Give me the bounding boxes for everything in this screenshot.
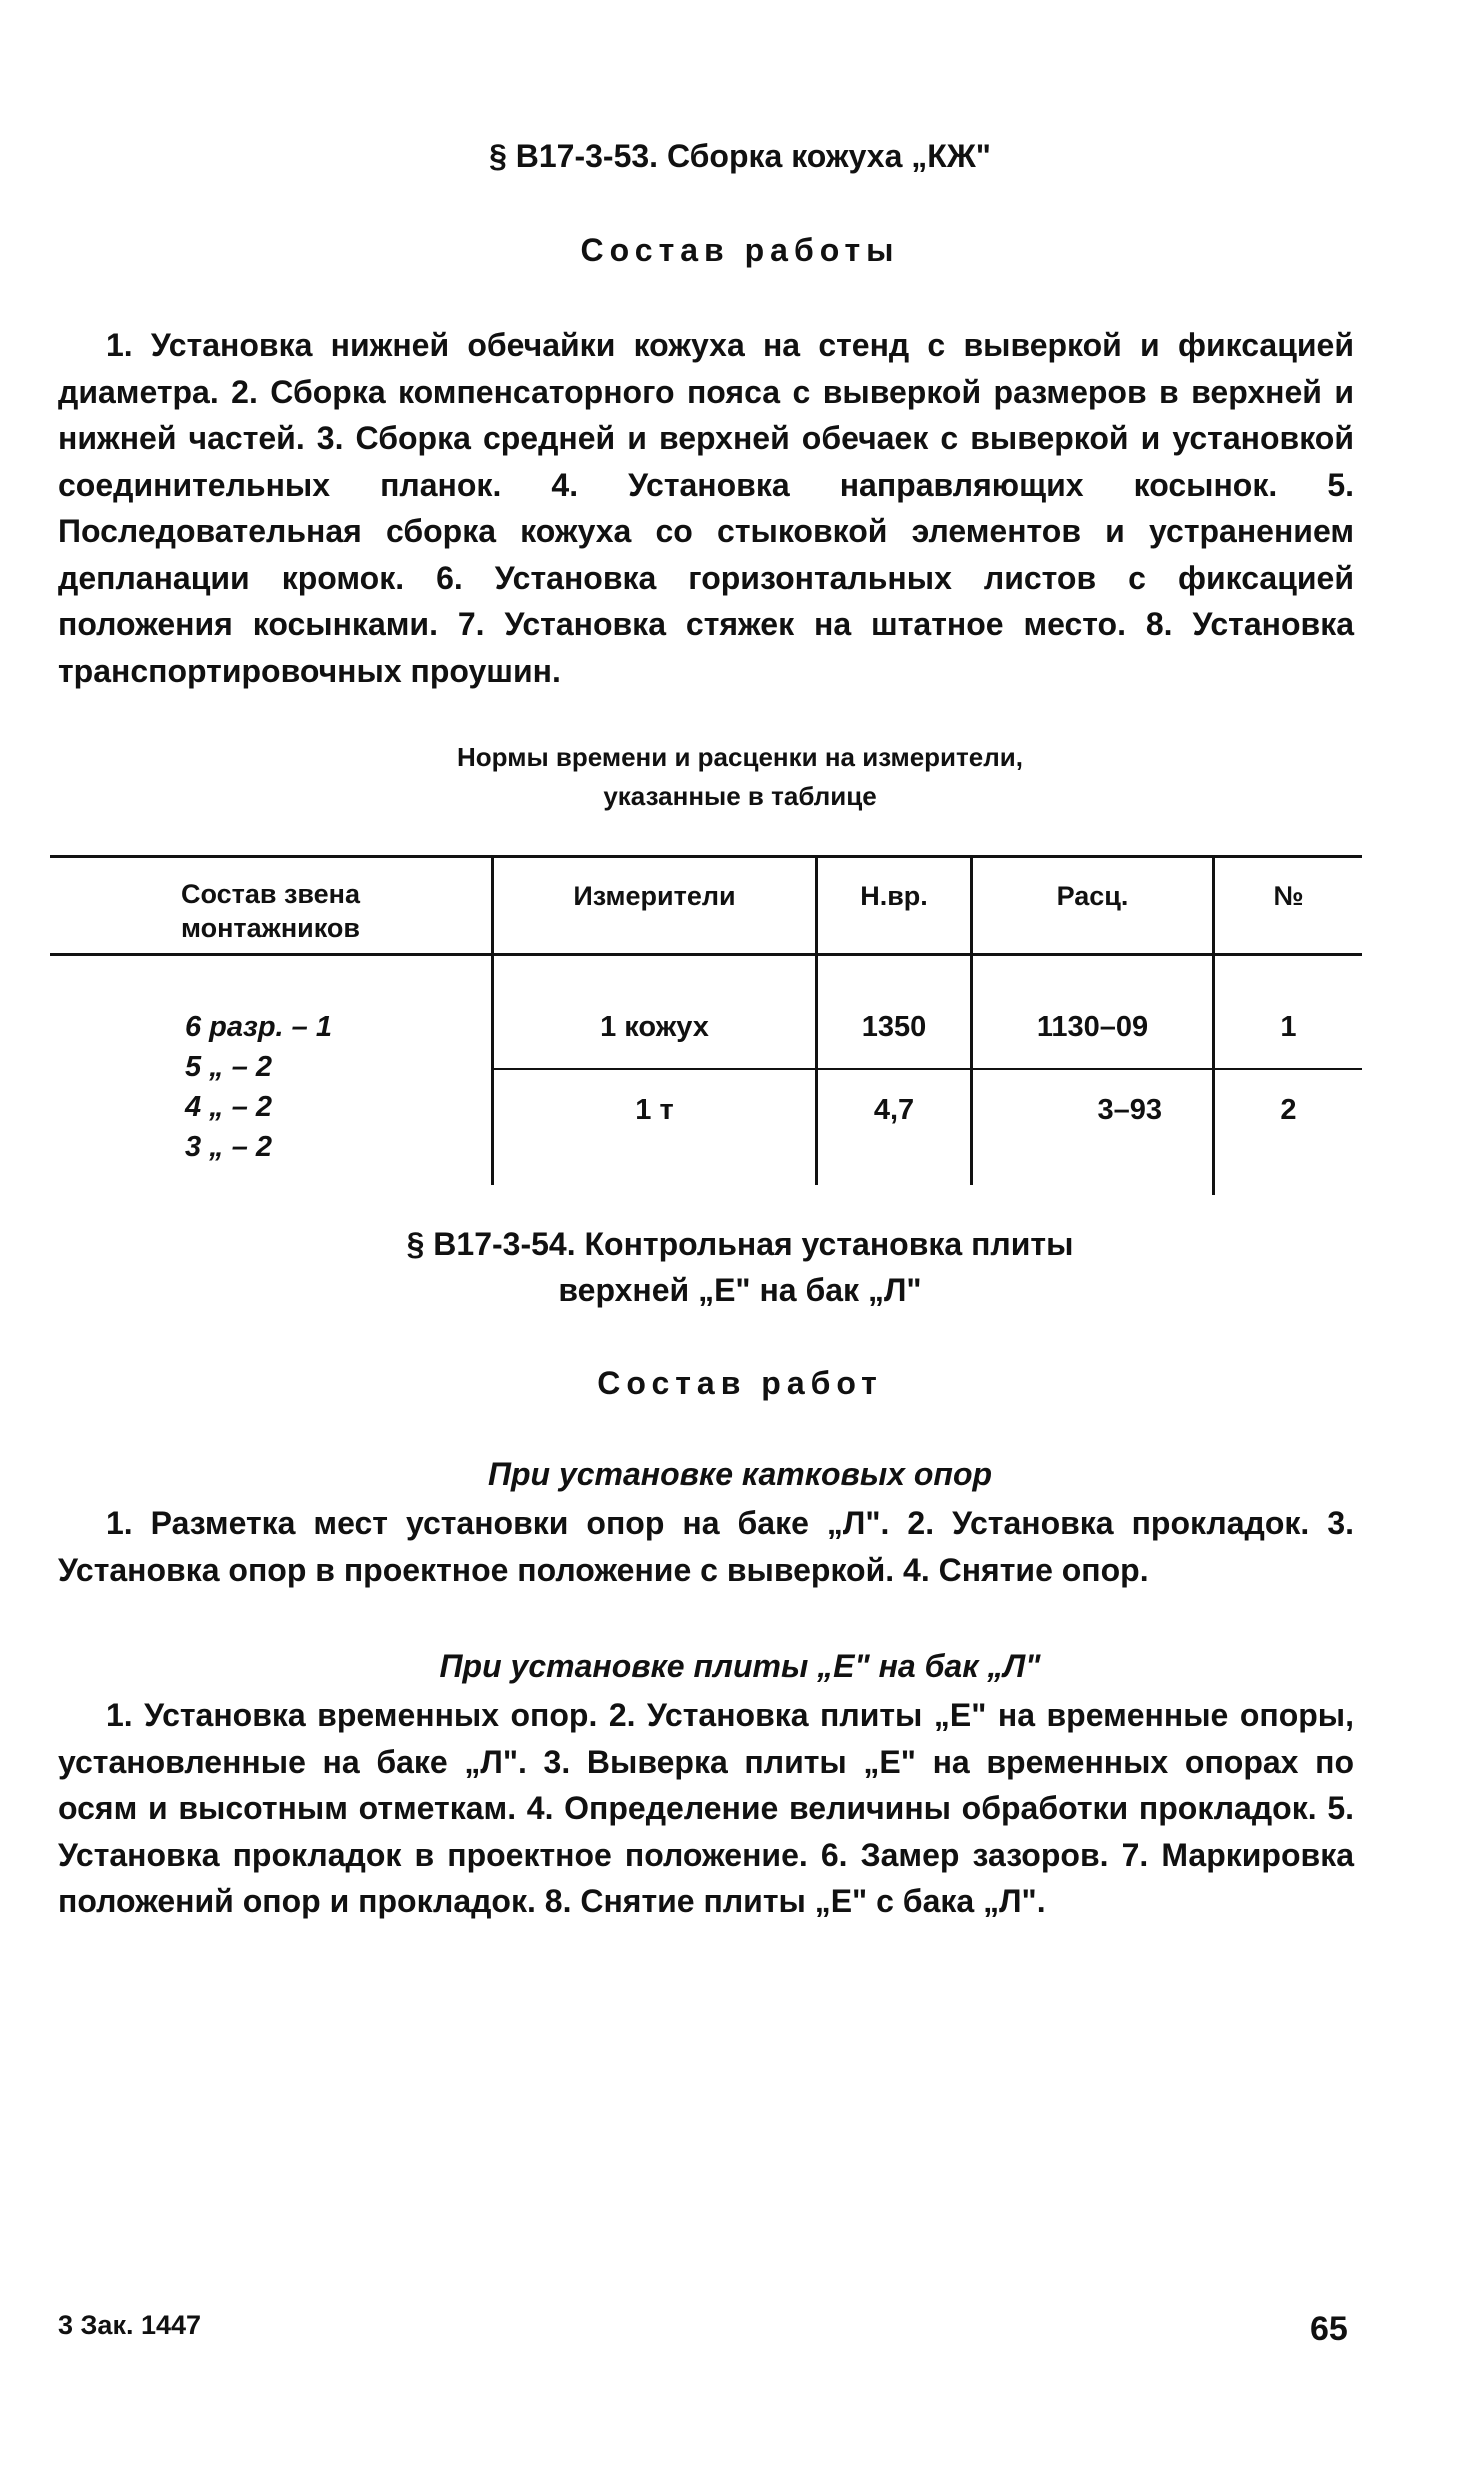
table-header-rule [50,953,1362,956]
crew-line: 6 разр. – 1 [185,1011,332,1043]
norms-table [50,855,1362,1195]
row2-rate [973,1093,1212,1127]
roller-supports-paragraph: 1. Разметка мест установки опор на баке „Л". 2. Установка прокладок. 3. Установка опор в проектное положение с выверкой. 4. Снятие опор. [58,1505,1354,1588]
crew-line: 5 „ – 2 [185,1051,273,1083]
table-caption-line2: указанные в таблице [603,781,877,811]
crew-line: 4 „ – 2 [185,1091,273,1123]
row1-rate: 1130–09 [1036,1011,1149,1043]
plate-install-paragraph: 1. Установка временных опор. 2. Установка плиты „Е" на временные опоры, установленные на баке „Л". 3. Выверка плиты „Е" на временных опорах по осям и высотным отметкам. 4. Определение величины обработки прокладок. 5. Установка прокладок в проектное положение. 6. Замер зазоров. 7. Маркировка положений опор и прокладок. 8. Снятие плиты „Е" с бака „Л". [58,1697,1354,1919]
header-crew-line1: Состав звена [181,879,360,909]
row1-no: 1 [1280,1011,1297,1043]
table-caption-line1: Нормы времени и расценки на измерители, [457,742,1023,772]
work-description-paragraph: 1. Установка нижней обечайки кожуха на стенд с выверкой и фиксацией диаметра. 2. Сборка компенсаторного пояса с выверкой размеров в верхней и нижней частей. 3. Сборка средней и верхней обечаек с выверкой и установкой соединительных планок. 4. Установка направляющих косынок. 5. Последовательная сборка кожуха со стыковкой элементов и устранением депланации кромок. 6. Установка горизонтальных листов с фиксацией положения косынками. 7. Установка стяжек на штатное место. 8. Установка транспортировочных проушин. [58,327,1354,689]
row2-unit: 1 т [635,1094,674,1126]
subheading-roller-supports: При установке катковых опор [487,1456,993,1492]
header-crew-line2: монтажников [181,913,360,943]
header-norm: Н.вр. [860,881,928,911]
section-title-b17-3-54-line1: § В17-3-54. Контрольная установка плиты [406,1226,1074,1262]
page-number: 65 [1310,2310,1348,2348]
section2-subtitle: Состав работ [597,1365,883,1401]
section-title-b17-3-54-line2: верхней „Е" на бак „Л" [558,1272,922,1308]
header-no: № [1273,881,1304,911]
crew-line: 3 „ – 2 [185,1131,273,1163]
row2-norm: 4,7 [873,1094,915,1126]
section-title-b17-3-53: § В17-3-53. Сборка кожуха „КЖ" [489,138,991,174]
table-row-rule [491,1068,1362,1070]
subheading-plate-install: При установке плиты „Е" на бак „Л" [439,1648,1041,1684]
row1-unit: 1 кожух [600,1011,709,1043]
row2-rate-value: 3–93 [1097,1094,1162,1126]
order-number: 3 Зак. 1447 [58,2310,202,2340]
row2-no: 2 [1280,1094,1297,1126]
header-crew [50,877,491,945]
header-unit: Измерители [573,881,736,911]
header-rate: Расц. [1056,881,1129,911]
row1-norm: 1350 [861,1011,927,1043]
table-top-rule [50,855,1362,858]
section-subtitle: Состав работы [580,232,900,268]
